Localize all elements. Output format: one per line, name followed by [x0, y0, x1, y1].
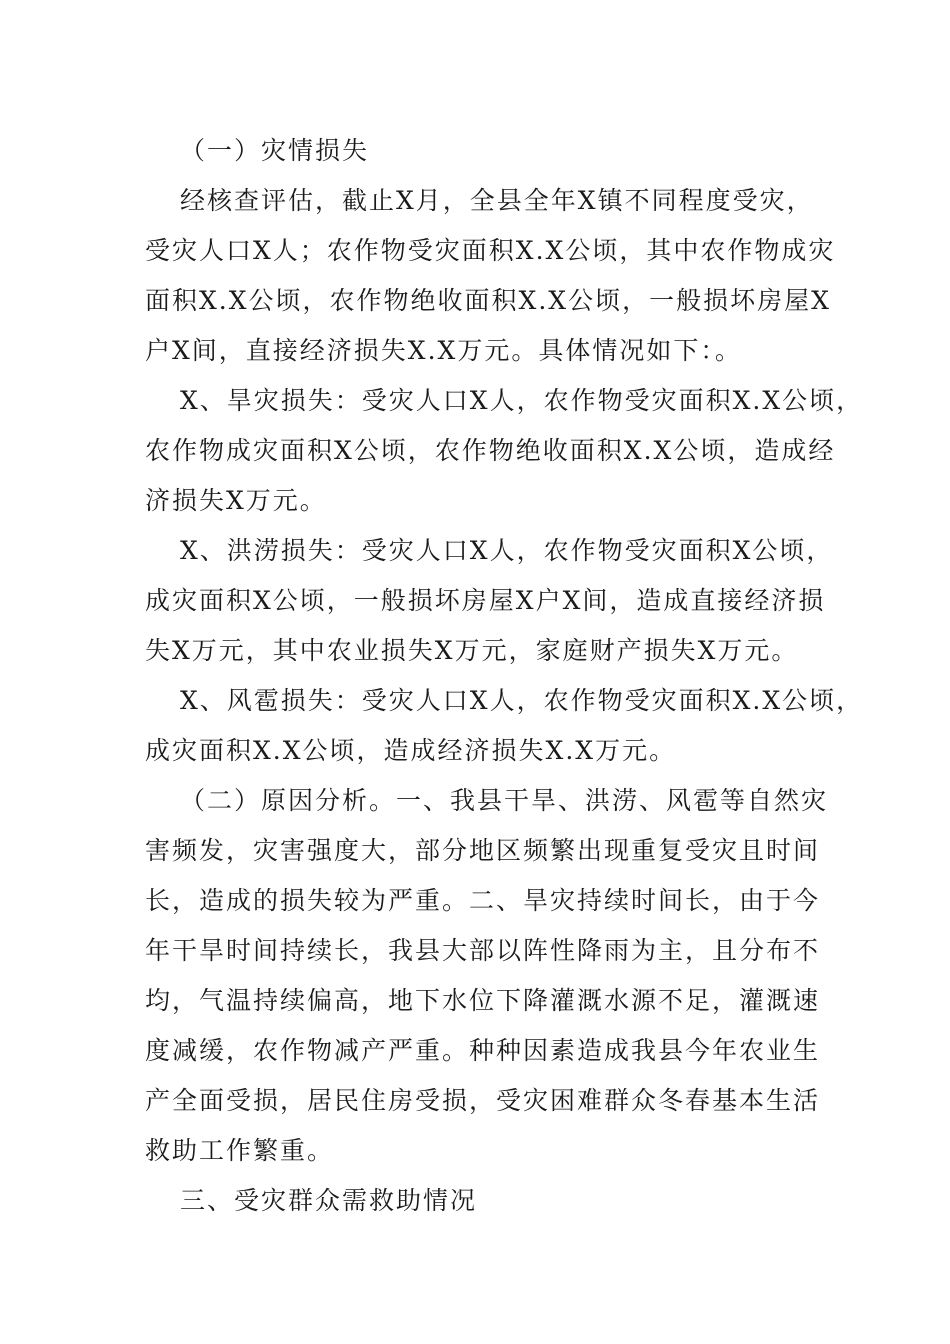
paragraph-line: X、洪涝损失：受灾人口X人，农作物受灾面积X公顷，	[180, 536, 834, 565]
paragraph-line: 长，造成的损失较为严重。二、旱灾持续时间长，由于今	[145, 886, 821, 915]
paragraph-line: 均，气温持续偏高，地下水位下降灌溉水源不足，灌溉速	[145, 986, 821, 1015]
section-heading-relief-needs: 三、受灾群众需救助情况	[180, 1186, 478, 1215]
paragraph-line: X、旱灾损失：受灾人口X人，农作物受灾面积X.X公顷，	[180, 386, 864, 415]
paragraph-line: 受灾人口X人；农作物受灾面积X.X公顷，其中农作物成灾	[145, 236, 836, 265]
paragraph-line: 害频发，灾害强度大，部分地区频繁出现重复受灾且时间	[145, 836, 821, 865]
paragraph-line: 救助工作繁重。	[145, 1136, 335, 1165]
paragraph-line: 产全面受损，居民住房受损，受灾困难群众冬春基本生活	[145, 1086, 821, 1115]
paragraph-line: 失X万元，其中农业损失X万元，家庭财产损失X万元。	[145, 636, 799, 665]
paragraph-line: 经核查评估，截止X月，全县全年X镇不同程度受灾，	[180, 186, 814, 215]
paragraph-line: 户X间，直接经济损失X.X万元。具体情况如下：。	[145, 336, 742, 365]
paragraph-line: 农作物成灾面积X公顷，农作物绝收面积X.X公顷，造成经	[145, 436, 836, 465]
paragraph-line: X、风雹损失：受灾人口X人，农作物受灾面积X.X公顷，	[180, 686, 864, 715]
section-heading-disaster-losses: （一）灾情损失	[180, 136, 370, 165]
paragraph-line: 面积X.X公顷，农作物绝收面积X.X公顷，一般损坏房屋X	[145, 286, 831, 315]
paragraph-line: 成灾面积X.X公顷，造成经济损失X.X万元。	[145, 736, 677, 765]
paragraph-line: 年干旱时间持续长，我县大部以阵性降雨为主，且分布不	[145, 936, 821, 965]
paragraph-line: 度减缓，农作物减产严重。种种因素造成我县今年农业生	[145, 1036, 821, 1065]
section-heading-cause-analysis: （二）原因分析。一、我县干旱、洪涝、风雹等自然灾	[180, 786, 829, 815]
paragraph-line: 成灾面积X公顷，一般损坏房屋X户X间，造成直接经济损	[145, 586, 826, 615]
paragraph-line: 济损失X万元。	[145, 486, 327, 515]
